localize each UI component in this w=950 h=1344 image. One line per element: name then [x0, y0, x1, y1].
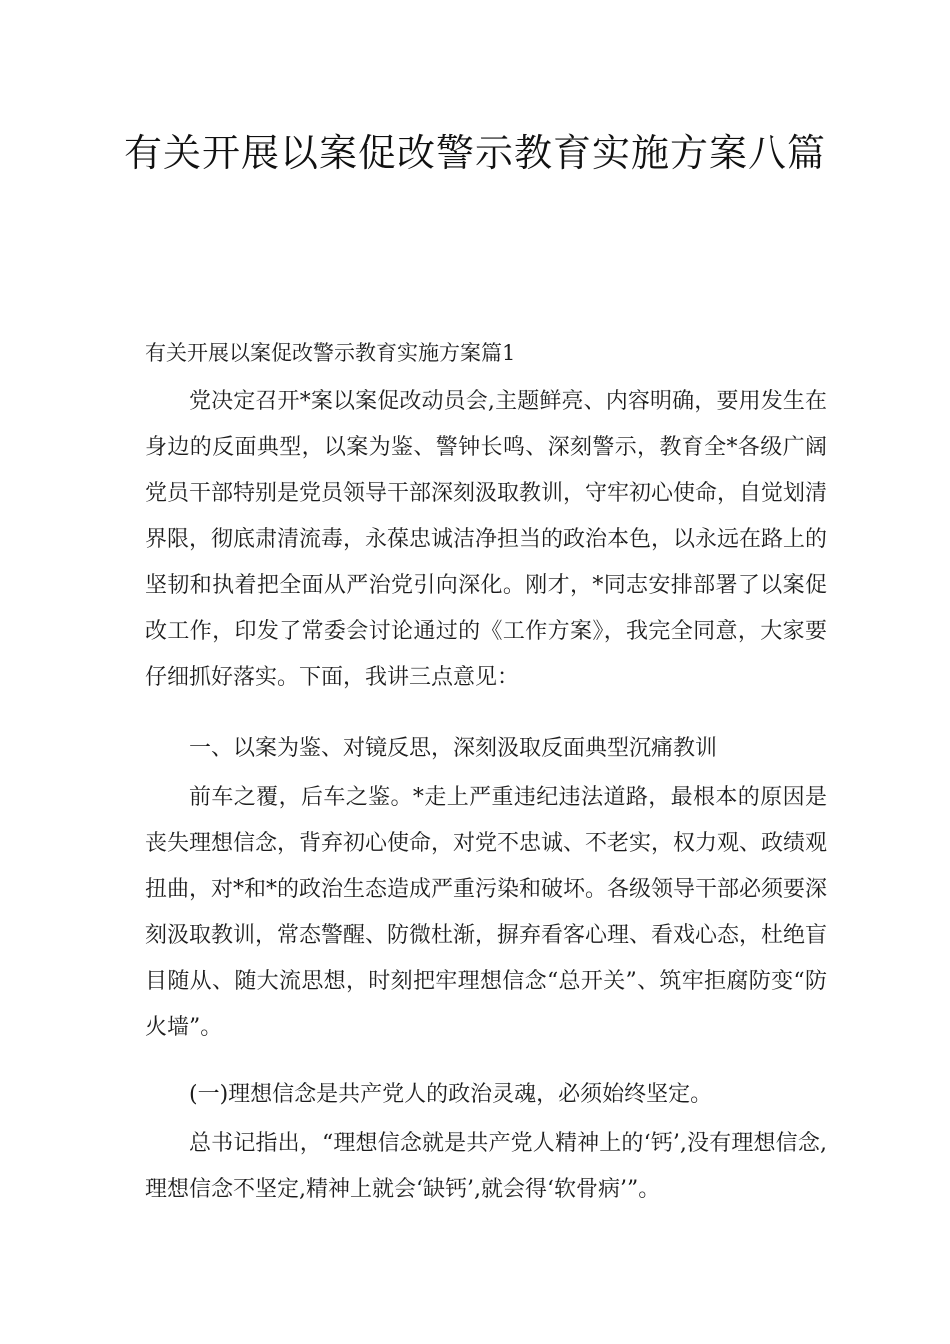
heading-part-one: 一、以案为鉴、对镜反思，深刻汲取反面典型沉痛教训 [189, 736, 718, 761]
paragraph-quote: 总书记指出，“理想信念就是共产党人精神上的‘钙’,没有理想信念,理想信念不坚定,精神上就会‘缺钙’,就会得‘软骨病’”。 [145, 1131, 827, 1202]
document-title: 有关开展以案促改警示教育实施方案八篇 [123, 131, 826, 175]
paragraph-intro: 党决定召开*案以案促改动员会,主题鲜亮、内容明确，要用发生在身边的反面典型，以案为鉴、警钟长鸣、深刻警示，教育全*各级广阔党员干部特别是党员领导干部深刻汲取教训，守牢初心使命，自觉划清界限，彻底肃清流毒，永葆忠诚洁净担当的政治本色，以永远在路上的坚韧和执着把全面从严治党引向深化。刚才，*同志安排部署了以案促改工作，印发了常委会讨论通过的《工作方案》，我完全同意，大家要仔细抓好落实。下面，我讲三点意见： [145, 389, 828, 690]
paragraph-lesson: 前车之覆，后车之鉴。*走上严重违纪违法道路，最根本的原因是丧失理想信念，背弃初心使命，对党不忠诚、不老实，权力观、政绩观扭曲，对*和*的政治生态造成严重污染和破坏。各级领导干部必须要深刻汲取教训，常态警醒、防微杜渐，摒弃看客心理、看戏心态，杜绝盲目随从、随大流思想，时刻把牢理想信念“总开关”、筑牢拒腐防变“防火墙”。 [145, 785, 828, 1040]
heading-sub-one: (一)理想信念是共产党人的政治灵魂，必须始终坚定。 [189, 1082, 713, 1107]
section-title: 有关开展以案促改警示教育实施方案篇1 [145, 341, 516, 365]
